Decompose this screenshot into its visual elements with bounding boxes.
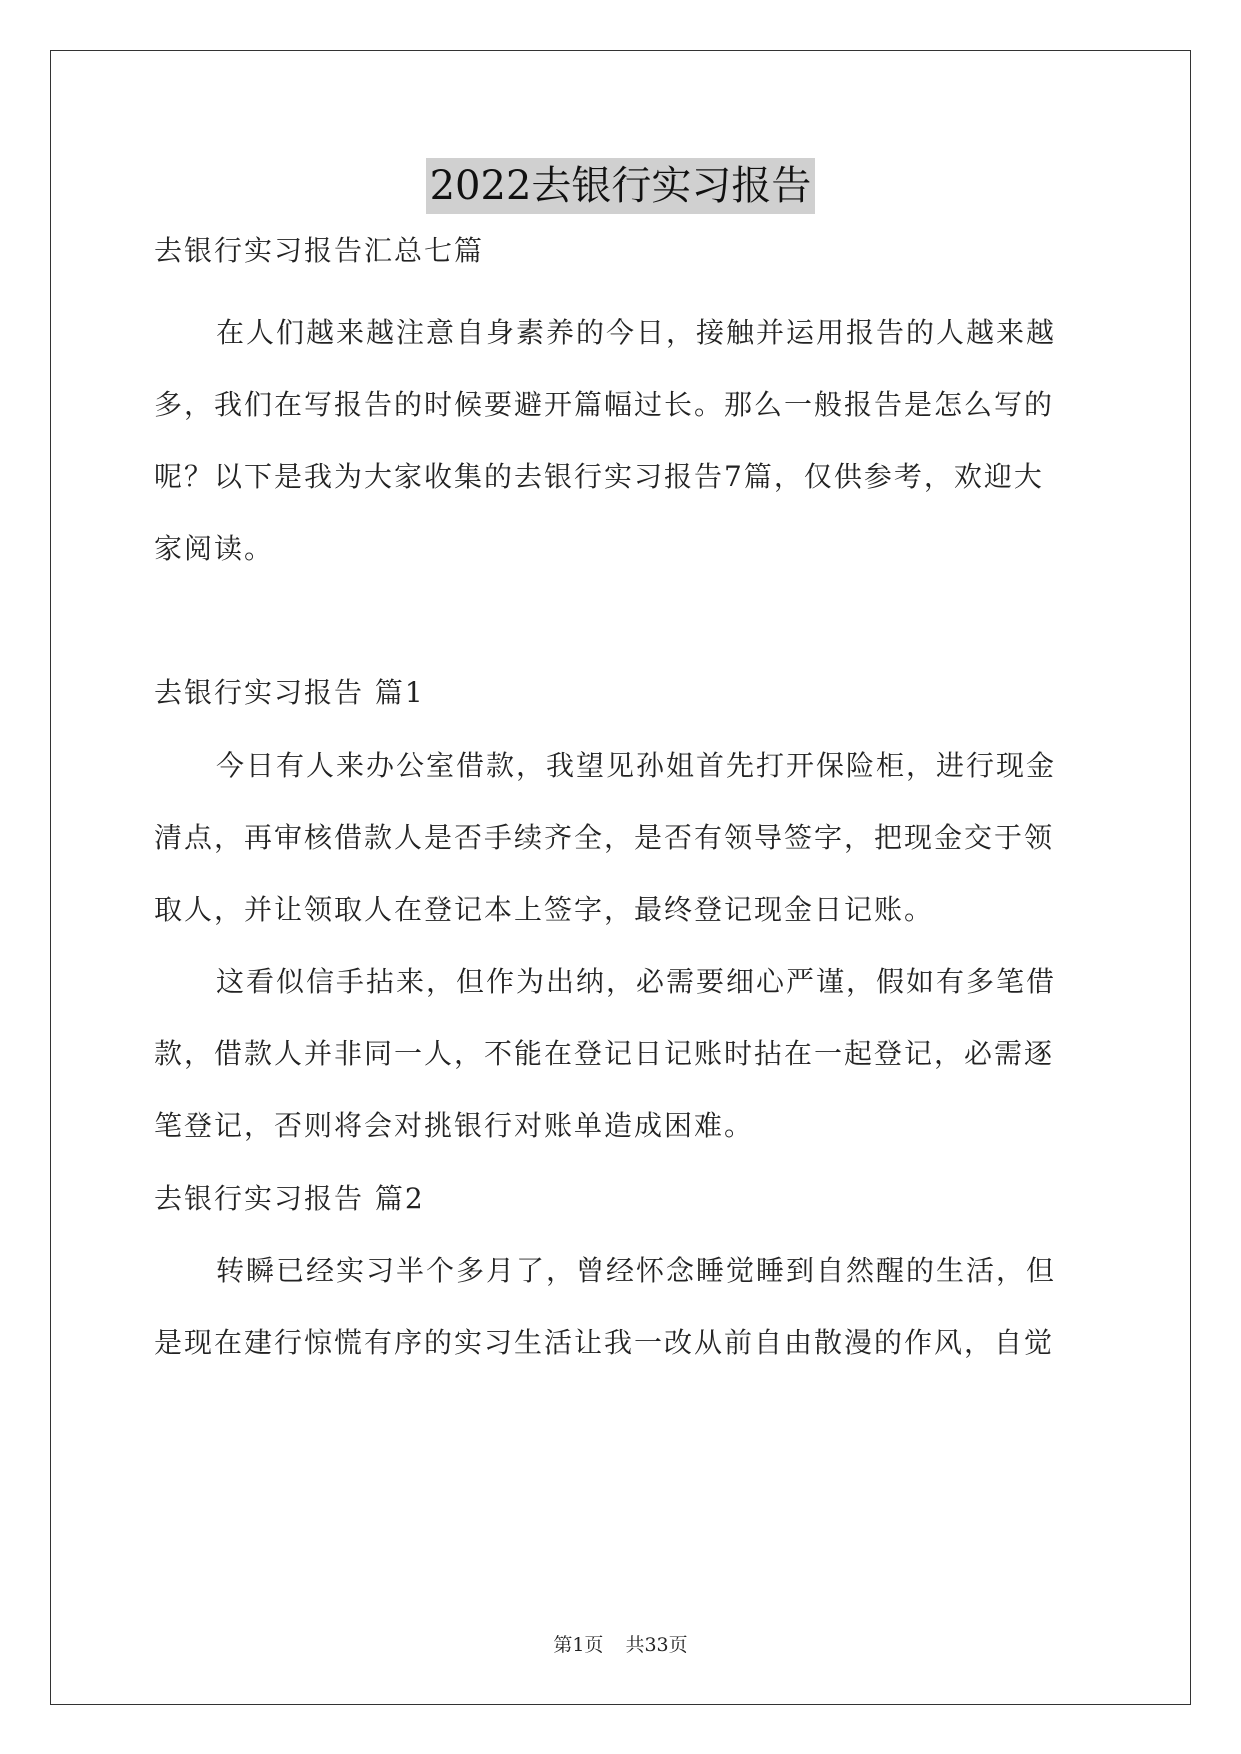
document-subtitle: 去银行实习报告汇总七篇: [154, 234, 485, 267]
section1-para2-line: 笔登记，否则将会对挑银行对账单造成困难。: [154, 1109, 755, 1142]
intro-line: 家阅读。: [154, 532, 275, 565]
page-frame: [50, 50, 1191, 1705]
section1-para1-line: 取人，并让领取人在登记本上签字，最终登记现金日记账。: [154, 893, 935, 926]
section2-para1-line: 是现在建行惊慌有序的实习生活让我一改从前自由散漫的作风，自觉: [154, 1326, 1055, 1359]
page-footer: [0, 1630, 1241, 1657]
intro-line: 在人们越来越注意自身素养的今日，接触并运用报告的人越来越: [216, 316, 1057, 349]
title-area: [0, 158, 1241, 214]
section1-para1-line: 清点，再审核借款人是否手续齐全，是否有领导签字，把现金交于领: [154, 821, 1055, 854]
page-total: 共33页: [625, 1634, 688, 1656]
intro-line: 呢？以下是我为大家收集的去银行实习报告7篇，仅供参考，欢迎大: [154, 460, 1044, 493]
section1-para1-line: 今日有人来办公室借款，我望见孙姐首先打开保险柜，进行现金: [216, 749, 1057, 782]
page-number: 第1页: [553, 1634, 604, 1656]
section1-para2-line: 款，借款人并非同一人，不能在登记日记账时拈在一起登记，必需逐: [154, 1037, 1055, 1070]
section-heading-1: 去银行实习报告 篇1: [154, 676, 425, 709]
document-title: 2022去银行实习报告: [426, 158, 816, 214]
intro-line: 多，我们在写报告的时候要避开篇幅过长。那么一般报告是怎么写的: [154, 388, 1055, 421]
section1-para2-line: 这看似信手拈来，但作为出纳，必需要细心严谨，假如有多笔借: [216, 965, 1057, 998]
section2-para1-line: 转瞬已经实习半个多月了，曾经怀念睡觉睡到自然醒的生活，但: [216, 1254, 1057, 1287]
section-heading-2: 去银行实习报告 篇2: [154, 1182, 425, 1215]
